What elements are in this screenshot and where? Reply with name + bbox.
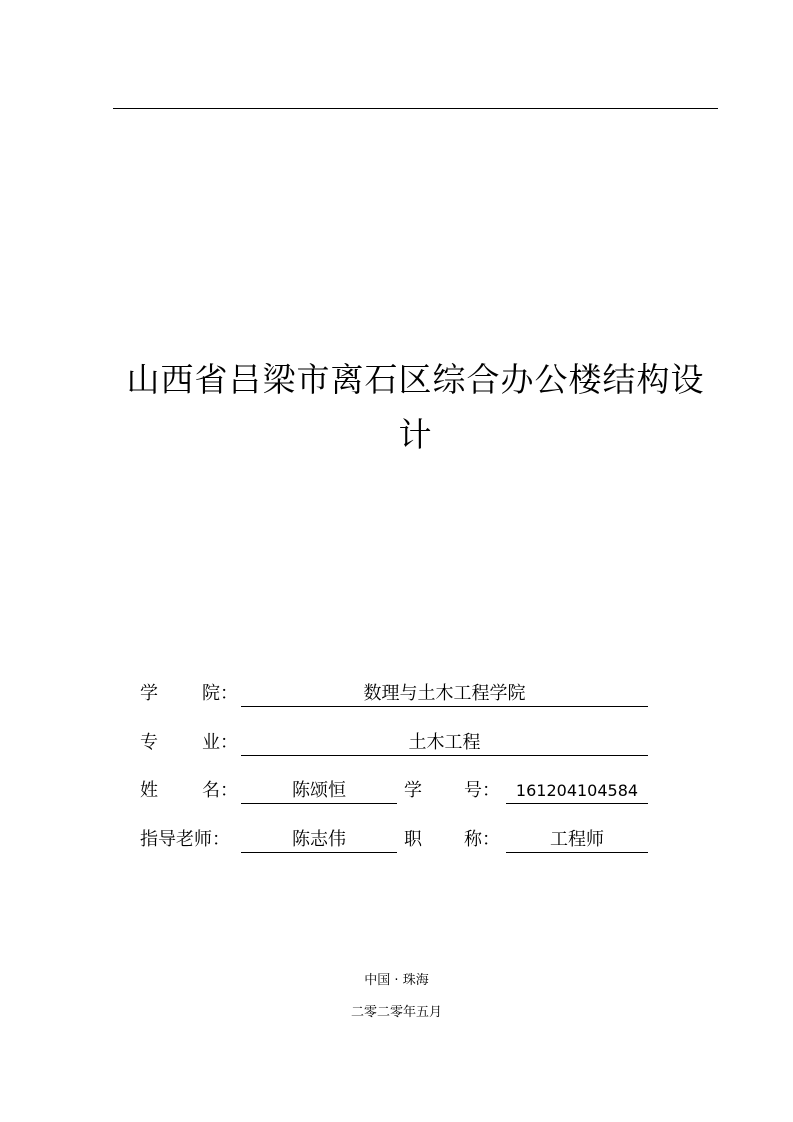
college-label-char-1: 学 xyxy=(140,683,158,704)
advisor-label: 指导老师： xyxy=(140,829,230,850)
college-row xyxy=(140,682,660,712)
student-id-label-char-2: 号： xyxy=(464,780,500,801)
thesis-title-line-1: 山西省吕梁市离石区综合办公楼结构设 xyxy=(126,360,705,399)
name-field: 陈颂恒 xyxy=(241,779,397,804)
advisor-field: 陈志伟 xyxy=(241,828,397,853)
major-row xyxy=(140,731,660,761)
thesis-title-line-2: 计 xyxy=(398,415,433,454)
student-id-label-char-1: 学 xyxy=(404,780,422,801)
rank-label-char-1: 职 xyxy=(404,829,422,850)
name-label-char-1: 姓 xyxy=(140,780,158,801)
major-label-char-1: 专 xyxy=(140,732,158,753)
thesis-title xyxy=(113,352,718,462)
header-rule xyxy=(113,108,718,109)
name-id-row xyxy=(140,779,660,809)
advisor-rank-row xyxy=(140,828,660,858)
footer-date: 二零二零年五月 xyxy=(350,1005,442,1020)
college-label-char-2: 院： xyxy=(202,683,238,704)
name-label-char-2: 名： xyxy=(202,780,238,801)
rank-field: 工程师 xyxy=(506,828,648,853)
footer-location: 中国 · 珠海 xyxy=(364,973,429,988)
college-field: 数理与土木工程学院 xyxy=(241,682,648,707)
major-label-char-2: 业： xyxy=(202,732,238,753)
student-id-field: 161204104584 xyxy=(506,779,648,804)
major-field: 土木工程 xyxy=(241,731,648,756)
rank-label-char-2: 称： xyxy=(464,829,500,850)
